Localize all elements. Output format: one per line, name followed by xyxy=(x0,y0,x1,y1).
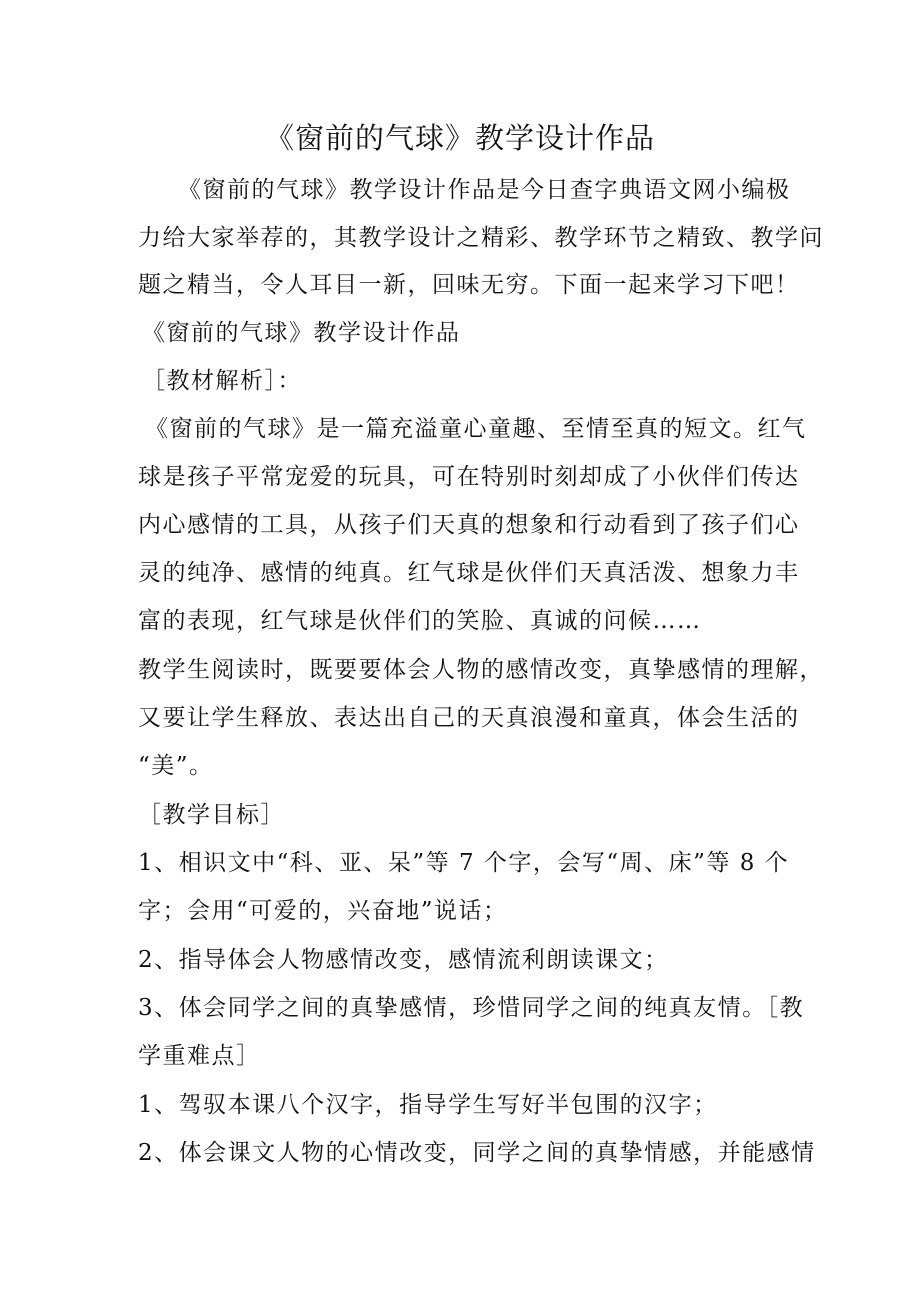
document-title: 《窗前的气球》教学设计作品 xyxy=(264,121,655,155)
list-item: 2、指导体会人物感情改变，感情流利朗读课文； xyxy=(138,947,669,973)
paragraph-line: 力给大家举荐的，其教学设计之精彩、教学环节之精致、教学问 xyxy=(138,225,824,251)
paragraph-line: 灵的纯净、感情的纯真。红气球是伙伴们天真活泼、想象力丰 xyxy=(138,560,800,586)
paragraph-line: 题之精当，令人耳目一新，回味无穷。下面一起来学习下吧！ xyxy=(138,272,800,298)
paragraph-line: 富的表现，红气球是伙伴们的笑脸、真诚的问候…… xyxy=(138,608,702,634)
paragraph-line: 《窗前的气球》是一篇充溢童心童趣、至情至真的短文。红气 xyxy=(145,416,807,442)
paragraph-line: “美”。 xyxy=(138,753,214,779)
section-heading: 《窗前的气球》教学设计作品 xyxy=(142,320,461,346)
list-item: 3、体会同学之间的真挚感情，珍惜同学之间的纯真友情。［教 xyxy=(138,995,805,1021)
section-heading: ［教学目标］ xyxy=(138,802,285,828)
list-item: 2、体会课文人物的心情改变，同学之间的真挚情感，并能感情 xyxy=(138,1140,816,1166)
paragraph-line: 球是孩子平常宠爱的玩具，可在特别时刻却成了小伙伴们传达 xyxy=(138,464,800,490)
paragraph-line: 又要让学生释放、表达出自己的天真浪漫和童真，体会生活的 xyxy=(138,705,800,731)
section-heading: ［教材解析］： xyxy=(142,368,302,394)
paragraph-line: 内心感情的工具，从孩子们天真的想象和行动看到了孩子们心 xyxy=(138,512,800,538)
paragraph-line: 《窗前的气球》教学设计作品是今日查字典语文网小编极 xyxy=(178,177,791,203)
list-item: 1、驾驭本课八个汉字，指导学生写好半包围的汉字； xyxy=(138,1092,718,1118)
list-item: 1、相识文中“科、亚、呆”等 7 个字，会写“周、床”等 8 个 xyxy=(138,850,790,876)
section-heading: 学重难点］ xyxy=(138,1043,261,1069)
list-item: 字；会用“可爱的，兴奋地”说话； xyxy=(138,898,508,924)
paragraph-line: 教学生阅读时，既要要体会人物的感情改变，真挚感情的理解， xyxy=(138,657,824,683)
